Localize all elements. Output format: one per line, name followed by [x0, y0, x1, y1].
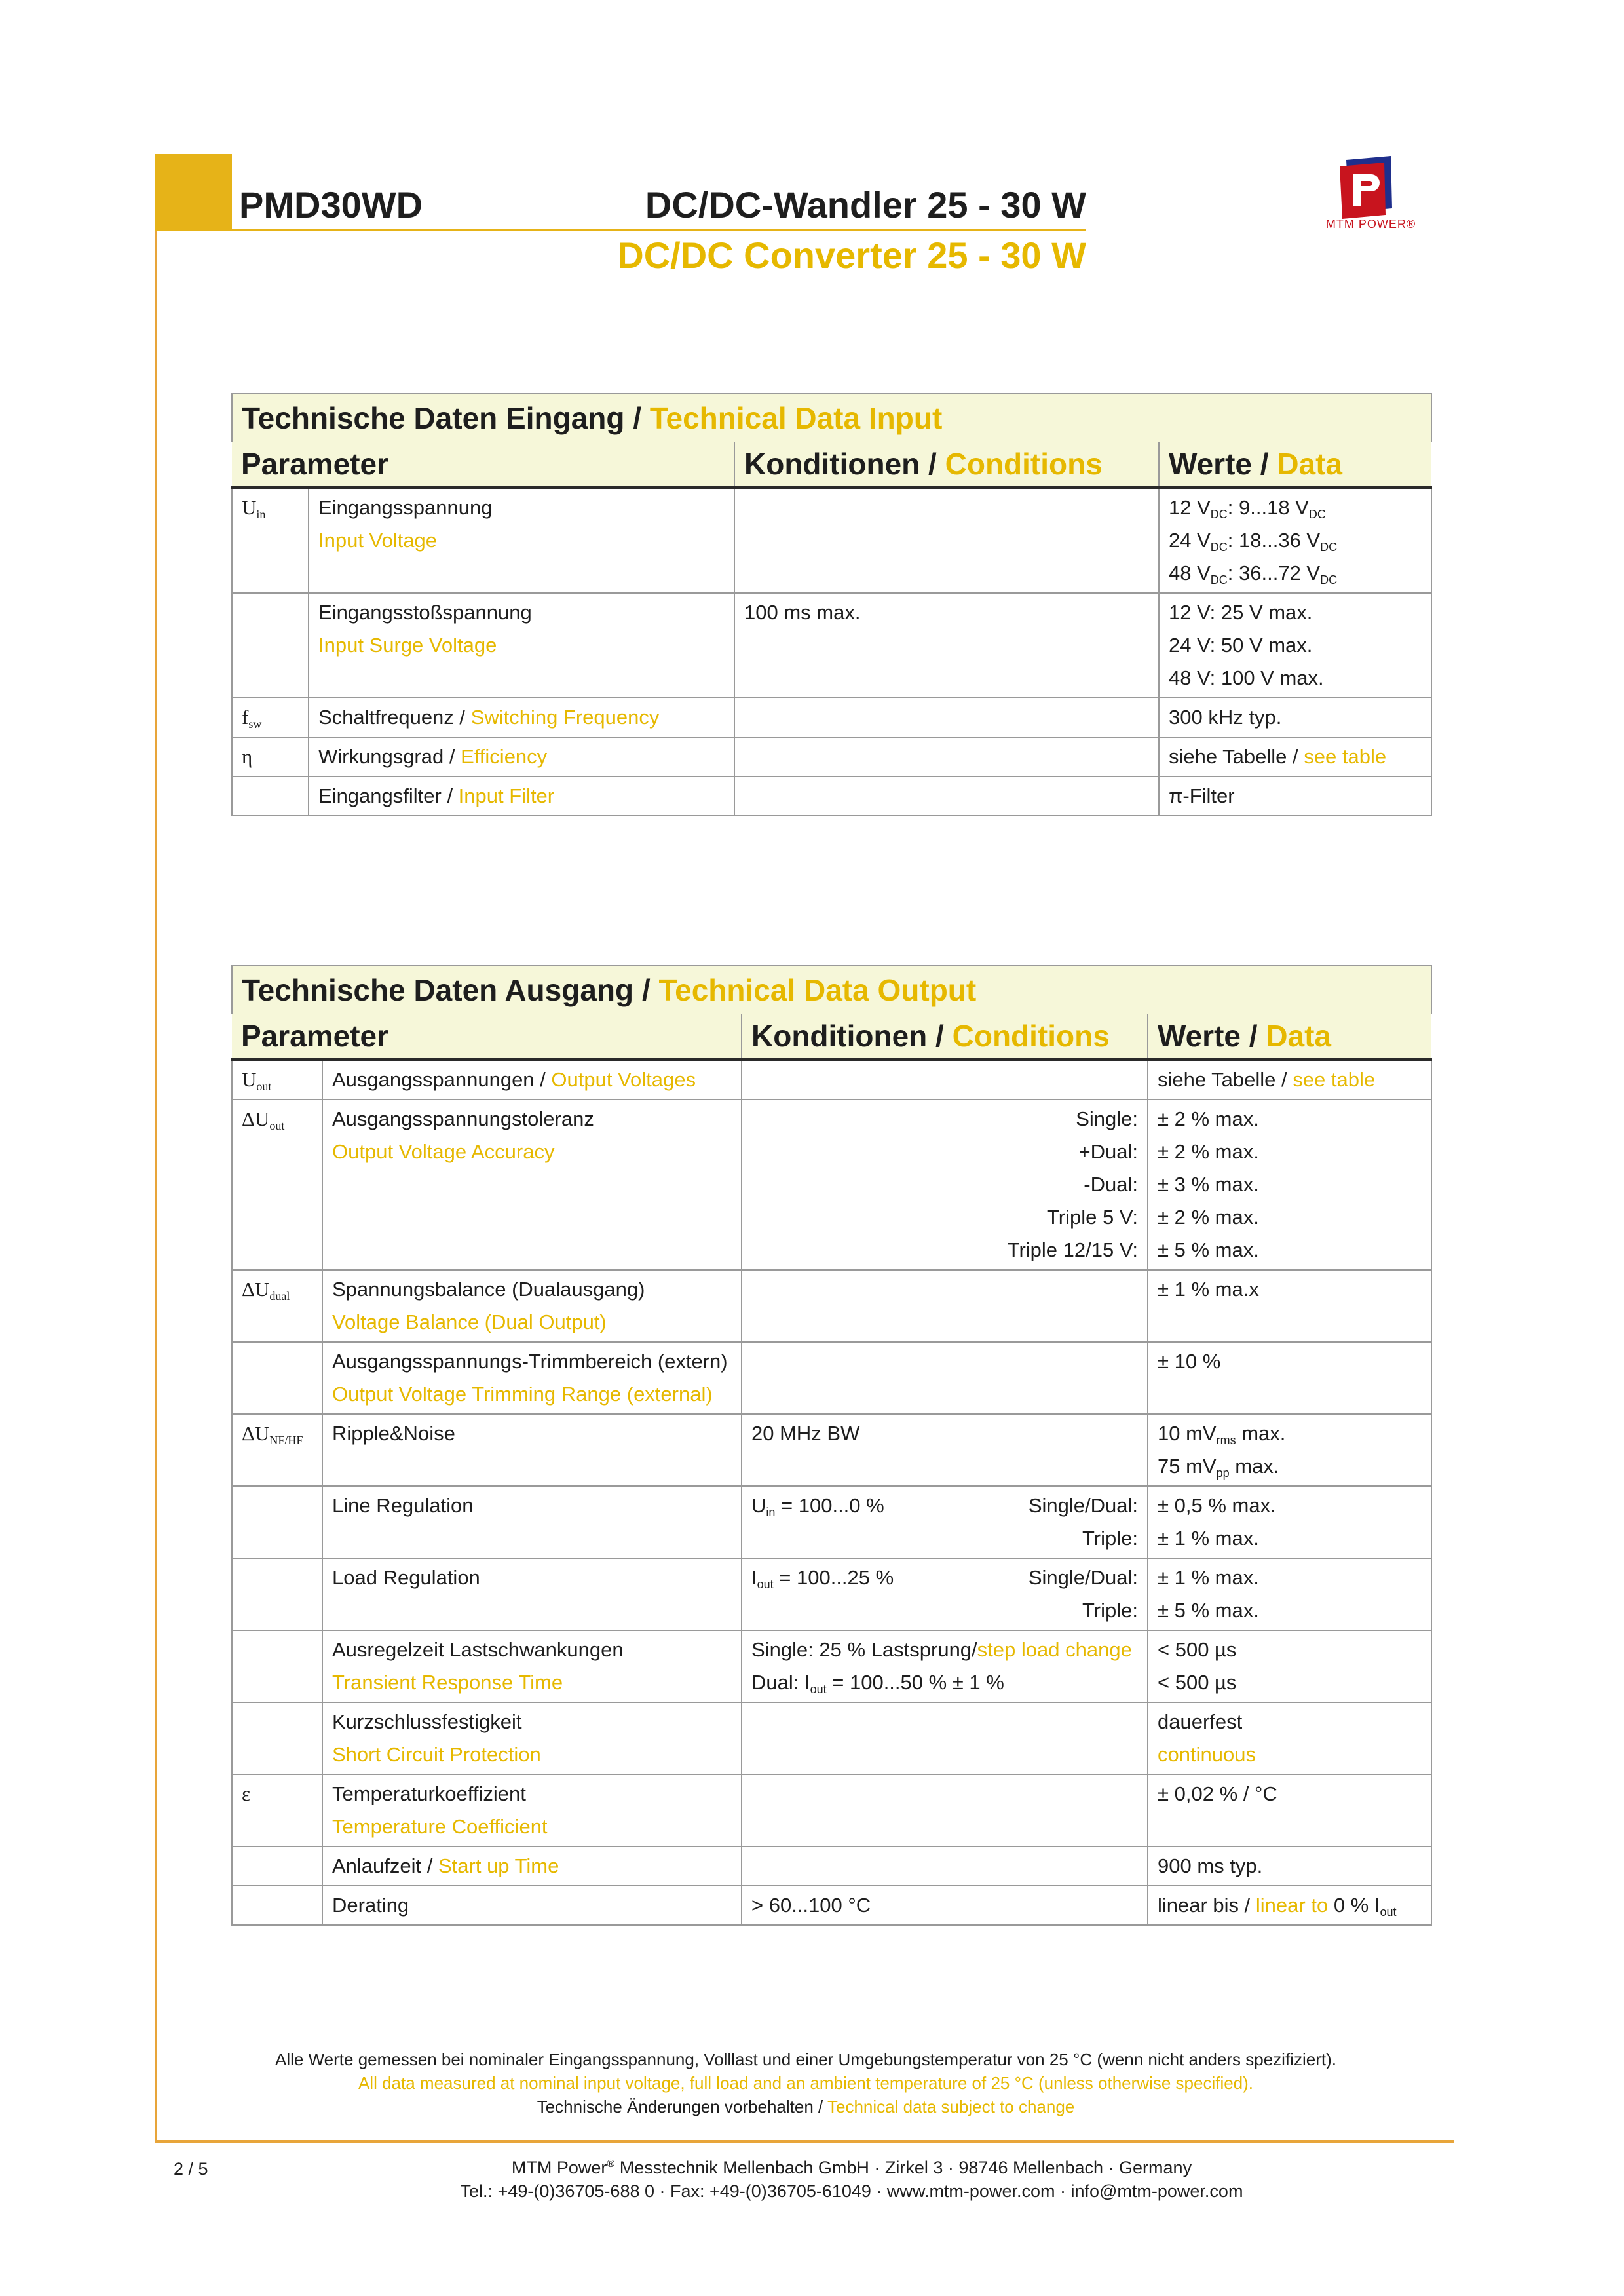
- product-code: PMD30WD: [239, 184, 423, 225]
- conditions-cell: [742, 1702, 1148, 1774]
- col-header-conditions: Konditionen / Conditions: [734, 442, 1159, 488]
- table-row: [232, 1886, 1431, 1925]
- value-cell: siehe Tabelle / see table: [1148, 1060, 1431, 1100]
- parameter-cell: Eingangsfilter / Input Filter: [309, 776, 734, 816]
- parameter-cell: Ausgangsspannungs-Trimmbereich (extern) Output Voltage Trimming Range (external): [322, 1342, 742, 1414]
- parameter-cell: Eingangsstoßspannung Input Surge Voltage: [309, 593, 734, 698]
- conditions-cell: $I_{out} = 100...25$ % Single/Dual: Triple:: [742, 1558, 1148, 1630]
- output-data-table: [231, 965, 1432, 1926]
- frame-bottom-rule: [155, 2140, 1454, 2143]
- value-cell: 10 $mV_{rms}$ max. 75 $mV_{pp}$ max.: [1148, 1414, 1431, 1486]
- col-header-conditions: Konditionen / Conditions: [742, 1014, 1148, 1060]
- value-cell: ± 0,5 % max. ± 1 % max.: [1148, 1486, 1431, 1558]
- symbol-cell: $U_{out}$: [232, 1060, 322, 1100]
- value-cell: linear bis / linear to 0 % $I_{out}$: [1148, 1886, 1431, 1925]
- parameter-cell: Line Regulation: [322, 1486, 742, 1558]
- symbol-cell: $\Delta U_{dual}$: [232, 1270, 322, 1342]
- table-row: [232, 488, 1431, 593]
- conditions-cell: [734, 698, 1159, 737]
- page-title-en: DC/DC Converter 25 - 30 W: [617, 235, 1086, 276]
- symbol-cell: [232, 1558, 322, 1630]
- symbol-cell: [232, 1702, 322, 1774]
- value-cell: ± 1 % max. ± 5 % max.: [1148, 1558, 1431, 1630]
- table-row: [232, 1060, 1431, 1100]
- table-row: [232, 1100, 1431, 1270]
- conditions-cell: [734, 488, 1159, 593]
- column-header-row: [232, 1014, 1431, 1060]
- conditions-cell: Single: 25 % Lastsprung/step load change Dual: $I_{out} = 100...50$ % ± 1 %: [742, 1630, 1148, 1702]
- conditions-cell: > 60...100 °C: [742, 1886, 1148, 1925]
- value-cell: ± 2 % max. ± 2 % max. ± 3 % max. ± 2 % max. ± 5 % max.: [1148, 1100, 1431, 1270]
- output-table-title: Technische Daten Ausgang / Technical Data Output: [232, 966, 1431, 1014]
- symbol-cell: [232, 1630, 322, 1702]
- section-title-row: [232, 394, 1431, 442]
- symbol-cell: $f_{sw}$: [232, 698, 309, 737]
- title-underline: [232, 229, 1086, 231]
- conditions-cell: [742, 1060, 1148, 1100]
- table-row: [232, 1846, 1431, 1886]
- page-title-de: DC/DC-Wandler 25 - 30 W: [645, 184, 1086, 225]
- parameter-cell: Ausregelzeit Lastschwankungen Transient Response Time: [322, 1630, 742, 1702]
- table-row: [232, 1270, 1431, 1342]
- value-cell: siehe Tabelle / see table: [1159, 737, 1431, 776]
- parameter-cell: Schaltfrequenz / Switching Frequency: [309, 698, 734, 737]
- header-accent-block: [155, 154, 232, 231]
- value-cell: 12 V: 25 V max. 24 V: 50 V max. 48 V: 100 V max.: [1159, 593, 1431, 698]
- conditions-cell: $U_{in} = 100...0$ % Single/Dual: Triple:: [742, 1486, 1148, 1558]
- table-row: [232, 1486, 1431, 1558]
- value-cell: ± 0,02 % / °C: [1148, 1774, 1431, 1846]
- symbol-cell: [232, 1846, 322, 1886]
- table-row: [232, 593, 1431, 698]
- parameter-cell: Kurzschlussfestigkeit Short Circuit Protection: [322, 1702, 742, 1774]
- conditions-cell: [742, 1774, 1148, 1846]
- measurement-footnote: [157, 2048, 1454, 2118]
- footnote-line-changes: Technische Änderungen vorbehalten / Technical data subject to change: [537, 2097, 1075, 2116]
- frame-left-rule: [155, 154, 157, 2142]
- value-cell: dauerfest continuous: [1148, 1702, 1431, 1774]
- symbol-cell: ε: [232, 1774, 322, 1846]
- symbol-cell: η: [232, 737, 309, 776]
- value-cell: 12 $V_{DC}$: 9...18 $V_{DC}$ 24 $V_{DC}$: 18...36 $V_{DC}$ 48 $V_{DC}$: 36...72 $V_{DC}$: [1159, 488, 1431, 593]
- table-row: [232, 737, 1431, 776]
- parameter-cell: Anlaufzeit / Start up Time: [322, 1846, 742, 1886]
- value-cell: 300 kHz typ.: [1159, 698, 1431, 737]
- conditions-cell: 100 ms max.: [734, 593, 1159, 698]
- footnote-line-en: All data measured at nominal input voltage, full load and an ambient temperature of 25 °C (unless otherwise specified).: [358, 2073, 1254, 2093]
- symbol-cell: [232, 776, 309, 816]
- col-header-data: Werte / Data: [1148, 1014, 1431, 1060]
- parameter-cell: Eingangsspannung Input Voltage: [309, 488, 734, 593]
- company-address: MTM Power® Messtechnik Mellenbach GmbH · Zirkel 3 · 98746 Mellenbach · Germany: [511, 2158, 1192, 2177]
- company-contact: Tel.: +49-(0)36705-688 0 · Fax: +49-(0)36705-61049 · www.mtm-power.com · info@mtm-power.com: [460, 2181, 1243, 2201]
- table-row: [232, 1702, 1431, 1774]
- footnote-line-de: Alle Werte gemessen bei nominaler Eingangsspannung, Volllast und einer Umgebungstemperatur von 25 °C (wenn nicht anders spezifiziert).: [275, 2050, 1336, 2069]
- parameter-cell: Spannungsbalance (Dualausgang) Voltage Balance (Dual Output): [322, 1270, 742, 1342]
- table-row: [232, 1774, 1431, 1846]
- section-title-row: [232, 966, 1431, 1014]
- parameter-cell: Ausgangsspannungen / Output Voltages: [322, 1060, 742, 1100]
- parameter-cell: Temperaturkoeffizient Temperature Coefficient: [322, 1774, 742, 1846]
- value-cell: π-Filter: [1159, 776, 1431, 816]
- company-footer: [262, 2156, 1441, 2203]
- symbol-cell: $\Delta U_{out}$: [232, 1100, 322, 1270]
- input-data-table: [231, 393, 1432, 816]
- table-row: [232, 698, 1431, 737]
- column-header-row: [232, 442, 1431, 488]
- page-number: 2 / 5: [174, 2159, 208, 2179]
- symbol-cell: $U_{in}$: [232, 488, 309, 593]
- logo-wordmark: MTM POWER®: [1325, 218, 1416, 231]
- conditions-cell: 20 MHz BW: [742, 1414, 1148, 1486]
- col-header-data: Werte / Data: [1159, 442, 1431, 488]
- parameter-cell: Derating: [322, 1886, 742, 1925]
- parameter-cell: Ripple&Noise: [322, 1414, 742, 1486]
- symbol-cell: $\Delta U_{NF/HF}$: [232, 1414, 322, 1486]
- conditions-cell: [734, 776, 1159, 816]
- value-cell: < 500 µs < 500 µs: [1148, 1630, 1431, 1702]
- value-cell: ± 10 %: [1148, 1342, 1431, 1414]
- table-row: [232, 776, 1431, 816]
- parameter-cell: Wirkungsgrad / Efficiency: [309, 737, 734, 776]
- symbol-cell: [232, 1886, 322, 1925]
- table-row: [232, 1342, 1431, 1414]
- symbol-cell: [232, 593, 309, 698]
- symbol-cell: [232, 1486, 322, 1558]
- table-row: [232, 1630, 1431, 1702]
- parameter-cell: Ausgangsspannungstoleranz Output Voltage Accuracy: [322, 1100, 742, 1270]
- input-table-title: Technische Daten Eingang / Technical Data Input: [232, 394, 1431, 442]
- conditions-cell: [742, 1846, 1148, 1886]
- table-row: [232, 1558, 1431, 1630]
- conditions-cell: [742, 1270, 1148, 1342]
- conditions-cell: [742, 1342, 1148, 1414]
- symbol-cell: [232, 1342, 322, 1414]
- parameter-cell: Load Regulation: [322, 1558, 742, 1630]
- table-row: [232, 1414, 1431, 1486]
- conditions-cell: [734, 737, 1159, 776]
- value-cell: ± 1 % ma.x: [1148, 1270, 1431, 1342]
- conditions-cell: Single: +Dual: -Dual: Triple 5 V: Triple 12/15 V:: [742, 1100, 1148, 1270]
- col-header-parameter: Parameter: [232, 1014, 742, 1060]
- col-header-parameter: Parameter: [232, 442, 734, 488]
- value-cell: 900 ms typ.: [1148, 1846, 1431, 1886]
